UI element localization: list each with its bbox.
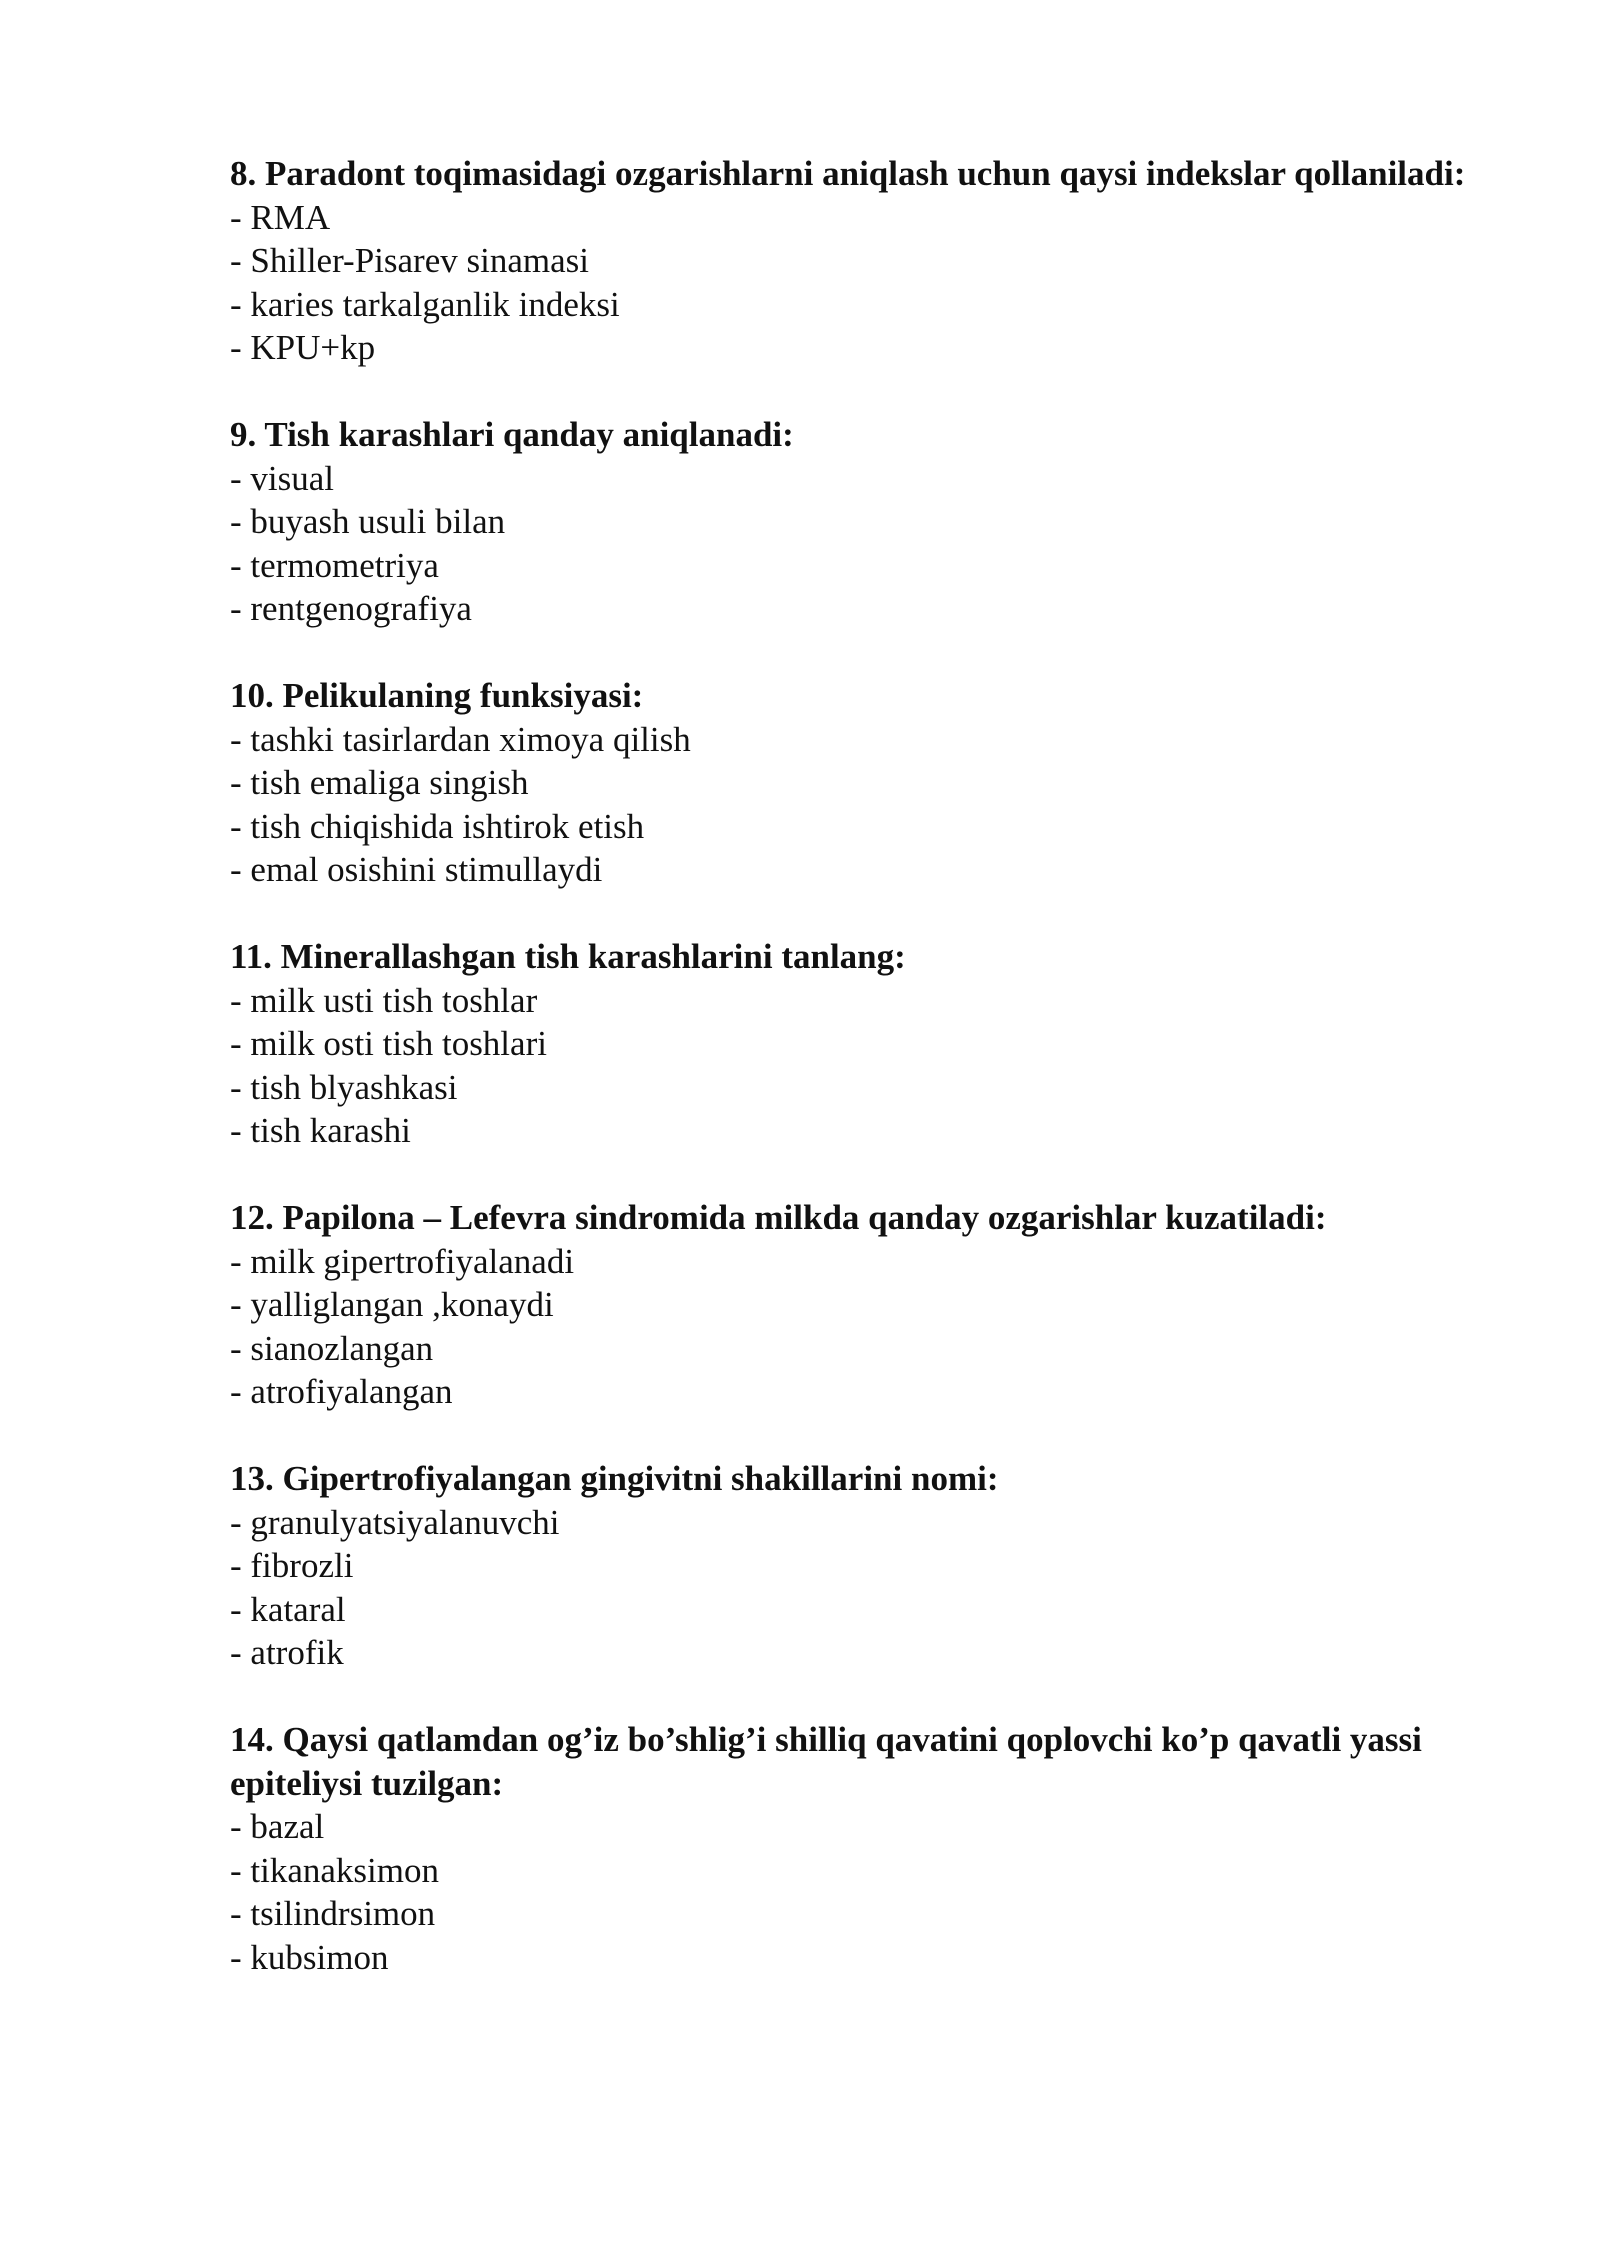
answer-option: - fibrozli [230, 1546, 354, 1585]
answer-options [230, 196, 1480, 370]
question-title: 12. Papilona – Lefevra sindromida milkda qanday ozgarishlar kuzatiladi: [230, 1198, 1327, 1237]
answer-option: - buyash usuli bilan [230, 502, 506, 541]
answer-options [230, 1501, 1480, 1675]
answer-option: - rentgenografiya [230, 589, 472, 628]
answer-option: - milk gipertrofiyalanadi [230, 1241, 575, 1281]
answer-option: - tish chiqishida ishtirok etish [230, 806, 645, 846]
answer-option: - tish blyashkasi [230, 1067, 458, 1107]
answer-option: - milk usti tish toshlar [230, 980, 538, 1020]
question-title: 14. Qaysi qatlamdan og’iz bo’shlig’i shilliq qavatini qoplovchi ko’p qavatli yassi epiteliysi tuzilgan: [230, 1720, 1422, 1803]
answer-option: - tish karashi [230, 1111, 411, 1150]
answer-option: - granulyatsiyalanuvchi [230, 1502, 560, 1542]
question-title: 9. Tish karashlari qanday aniqlanadi: [230, 415, 794, 454]
answer-option: - termometriya [230, 545, 439, 585]
answer-option: - kataral [230, 1589, 346, 1629]
question-10 [230, 674, 1480, 892]
answer-options [230, 457, 1480, 631]
answer-option: - atrofiyalangan [230, 1372, 453, 1411]
answer-option: - milk osti tish toshlari [230, 1024, 547, 1063]
question-8 [230, 152, 1480, 370]
answer-option: - visual [230, 458, 335, 498]
question-9 [230, 413, 1480, 631]
question-title: 13. Gipertrofiyalangan gingivitni shakillarini nomi: [230, 1459, 999, 1498]
question-13 [230, 1457, 1480, 1675]
question-14 [230, 1718, 1480, 1979]
answer-option: - sianozlangan [230, 1328, 434, 1368]
question-title: 10. Pelikulaning funksiyasi: [230, 676, 644, 715]
question-list [230, 152, 1480, 2023]
answer-option: - tsilindrsimon [230, 1894, 436, 1933]
answer-options [230, 1240, 1480, 1414]
answer-option: - kubsimon [230, 1937, 389, 1977]
answer-options [230, 718, 1480, 892]
question-title: 8. Paradont toqimasidagi ozgarishlarni aniqlash uchun qaysi indekslar qollaniladi: [230, 154, 1466, 193]
question-11 [230, 935, 1480, 1153]
answer-option: - yalliglangan ,konaydi [230, 1285, 554, 1324]
answer-option: - KPU+kp [230, 328, 376, 367]
answer-option: - Shiller-Pisarev sinamasi [230, 241, 589, 280]
answer-option: - tashki tasirlardan ximoya qilish [230, 719, 691, 759]
answer-options [230, 1805, 1480, 1979]
answer-options [230, 979, 1480, 1153]
answer-option: - atrofik [230, 1633, 344, 1672]
answer-option: - RMA [230, 197, 331, 237]
answer-option: - karies tarkalganlik indeksi [230, 284, 620, 324]
question-12 [230, 1196, 1480, 1414]
answer-option: - emal osishini stimullaydi [230, 850, 603, 889]
question-title: 11. Minerallashgan tish karashlarini tanlang: [230, 937, 906, 976]
answer-option: - tikanaksimon [230, 1850, 439, 1890]
answer-option: - tish emaliga singish [230, 763, 529, 802]
answer-option: - bazal [230, 1807, 325, 1846]
